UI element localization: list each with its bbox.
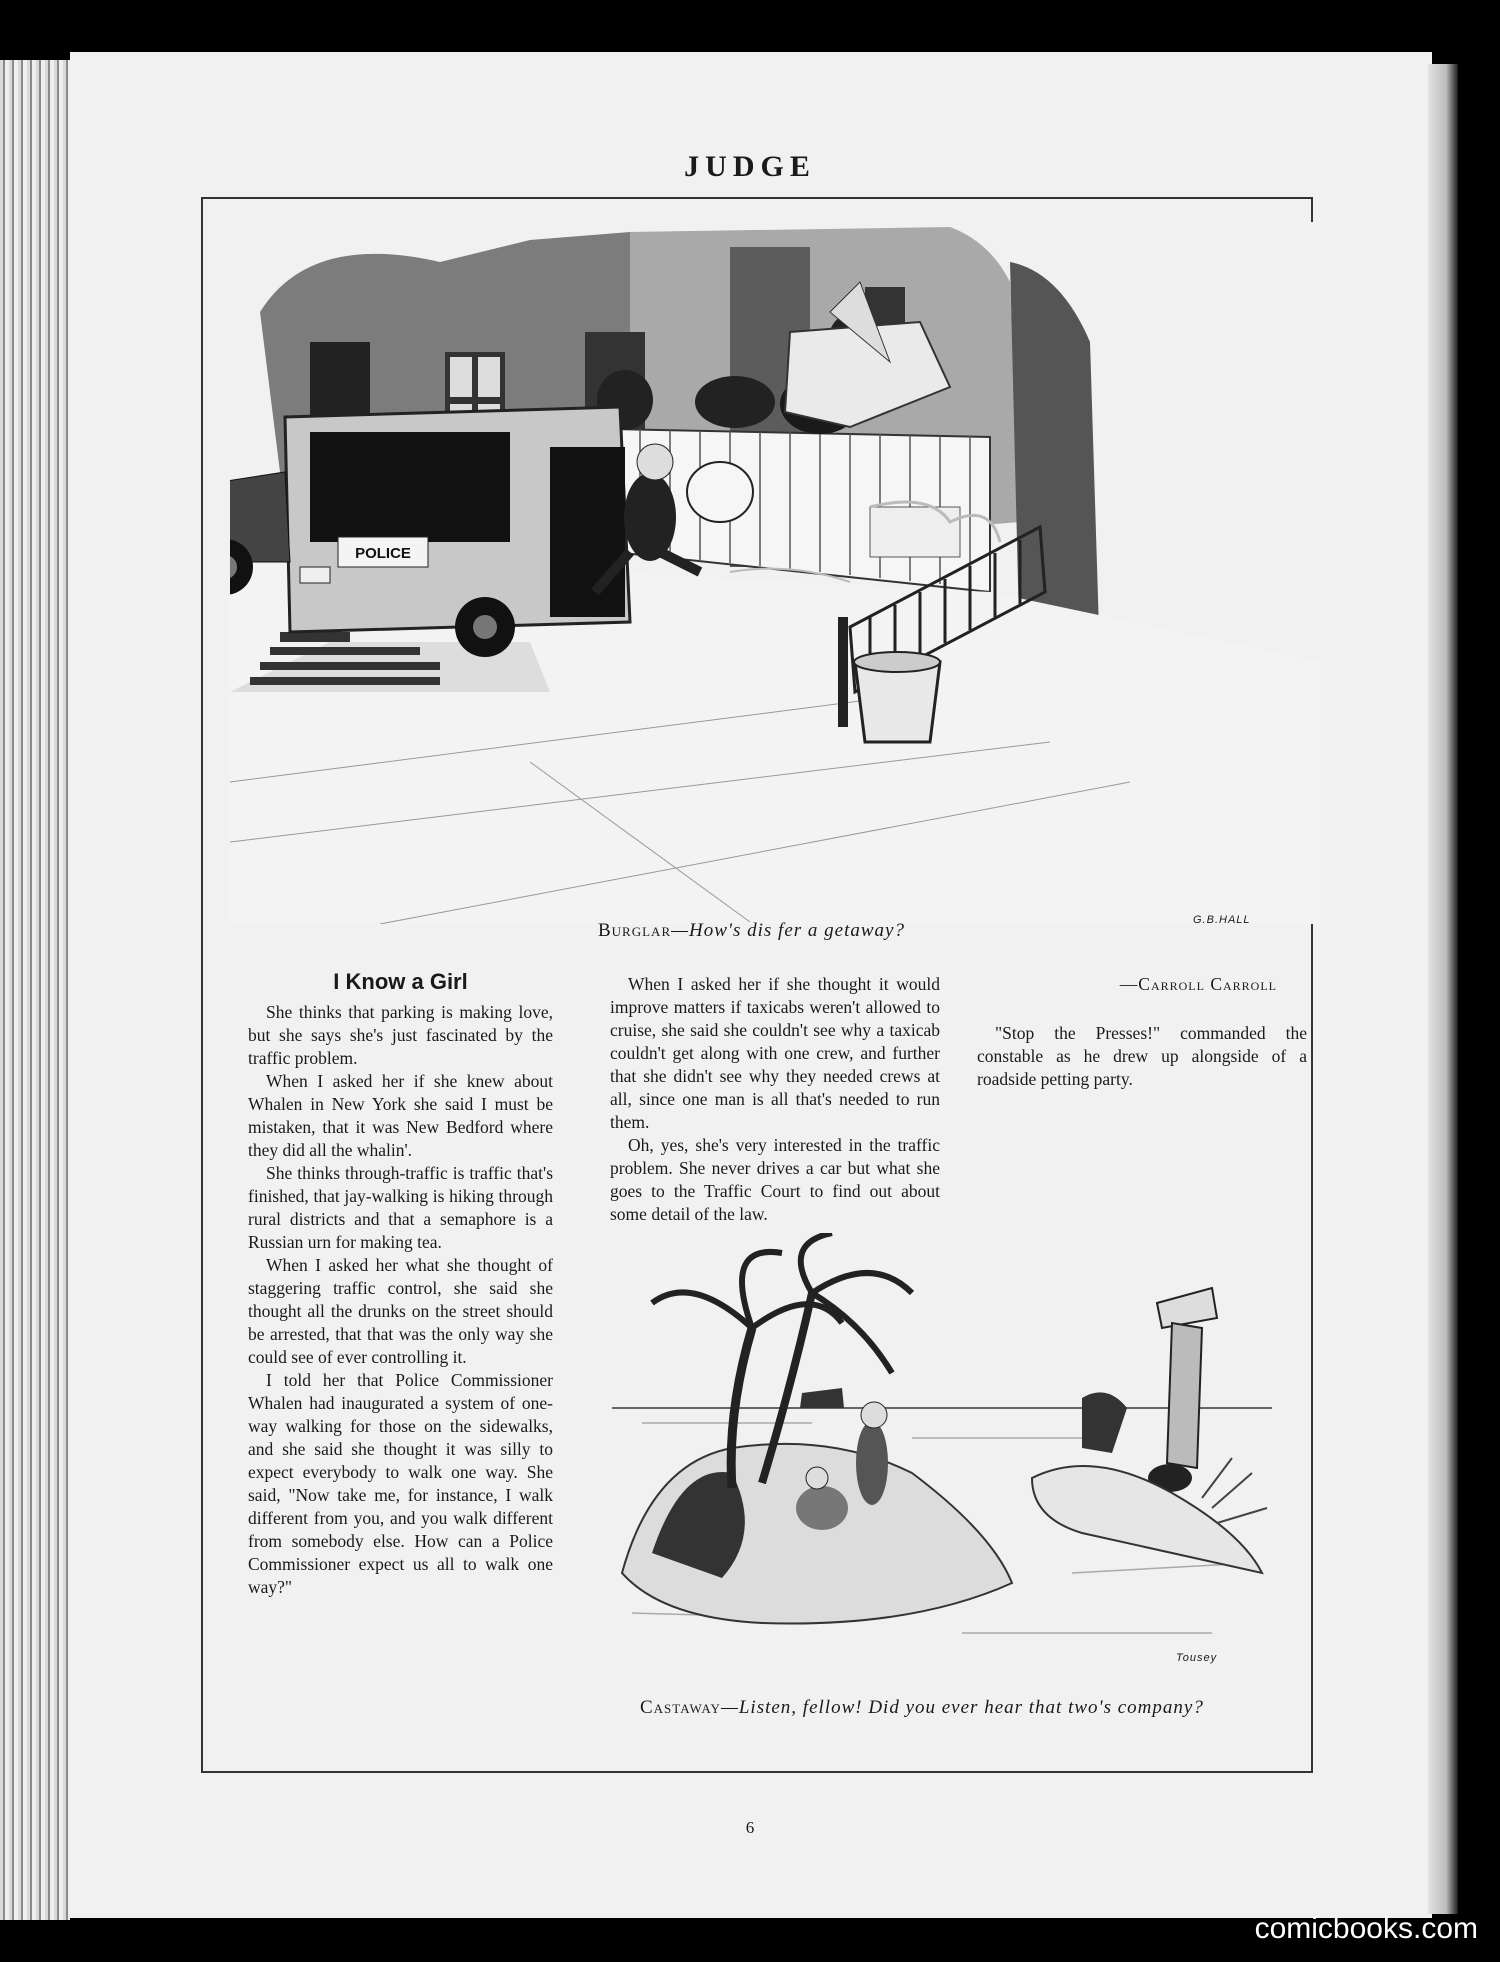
book-right-edge bbox=[1428, 64, 1458, 1914]
article-paragraph: When I asked her if she thought it would improve matters if taxicabs weren't allowed to cruise, she said she couldn't see why a taxicab couldn't get along with one crew, and further that she didn't see why they needed crews at all, since one man is all that's needed to run them. bbox=[610, 974, 940, 1132]
article-column-3 bbox=[977, 973, 1307, 1091]
caption-text: —How's dis fer a getaway? bbox=[671, 920, 905, 941]
article-paragraph: I told her that Police Commissioner Whalen had inaugurated a system of one-way walking for those on the sidewalks, and she said she thought it was silly to expect everybody to walk one way. She said, "Now take me, for instance, I walk different from you, and you walk different from somebody else. How can a Police Commissioner expect us all to walk one way?" bbox=[248, 1370, 553, 1597]
article-paragraph: She thinks through-traffic is traffic that's finished, that jay-walking is hiking through rural districts and that a semaphore is a Russian urn for making tea. bbox=[248, 1163, 553, 1252]
article-paragraph: When I asked her what she thought of staggering traffic control, she said she thought all the drunks on the street should be arrested, that that was the only way she could see of ever controlling it. bbox=[248, 1255, 553, 1367]
site-watermark: comicbooks.com bbox=[1254, 1912, 1478, 1945]
police-van-cartoon bbox=[230, 222, 1320, 924]
article-column-1 bbox=[248, 970, 553, 1599]
top-cartoon-caption bbox=[598, 920, 905, 942]
article-paragraph: When I asked her if she knew about Whalen in New York she said I must be mistaken, that it was New Bedford where they did all the whalin'. bbox=[248, 1071, 553, 1160]
castaway-cartoon bbox=[612, 1233, 1272, 1685]
caption-speaker: Castaway bbox=[640, 1697, 721, 1718]
bottom-cartoon-caption bbox=[640, 1694, 1290, 1722]
book-page-stack bbox=[0, 60, 70, 1920]
article-byline: —Carroll Carroll bbox=[1119, 974, 1277, 994]
running-head: JUDGE bbox=[684, 150, 816, 183]
article-paragraph: She thinks that parking is making love, but she says she's just fascinated by the traffic problem. bbox=[248, 1002, 553, 1068]
caption-speaker: Burglar bbox=[598, 920, 672, 941]
article-paragraph: Oh, yes, she's very interested in the traffic problem. She never drives a car but what she goes to the Traffic Court to find out about some detail of the law. bbox=[610, 1135, 940, 1224]
bottom-cartoon-signature: Tousey bbox=[1176, 1652, 1218, 1664]
top-cartoon-signature: G.B.HALL bbox=[1193, 914, 1251, 926]
van-sign-text: POLICE bbox=[355, 545, 411, 562]
article-column-2 bbox=[610, 973, 940, 1226]
article-title: I Know a Girl bbox=[333, 969, 468, 994]
page-number: 6 bbox=[745, 1818, 755, 1837]
caption-text: —Listen, fellow! Did you ever hear that two's company? bbox=[720, 1697, 1204, 1718]
joke-paragraph: "Stop the Presses!" commanded the constable as he drew up alongside of a roadside petting party. bbox=[977, 1023, 1307, 1089]
